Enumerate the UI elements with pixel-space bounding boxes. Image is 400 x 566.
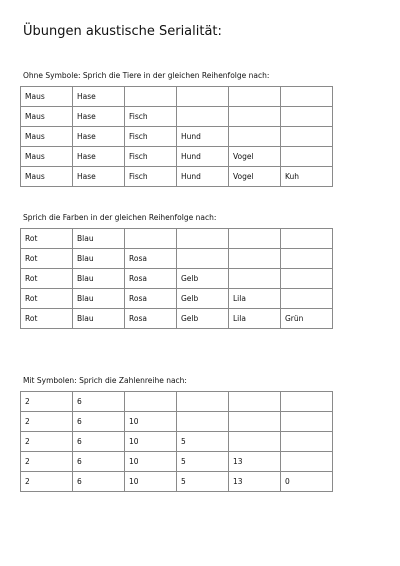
table-cell: 10 xyxy=(125,472,177,492)
table-row xyxy=(21,412,333,432)
table-cell xyxy=(125,392,177,412)
table-cell: Hund xyxy=(177,147,229,167)
table-cell xyxy=(229,229,281,249)
table-cell: Hase xyxy=(73,127,125,147)
table-cell xyxy=(177,412,229,432)
table-cell xyxy=(125,87,177,107)
table-numbers xyxy=(20,391,333,492)
table-cell: Hase xyxy=(73,107,125,127)
table-cell: Fisch xyxy=(125,127,177,147)
table-cell xyxy=(281,107,333,127)
table-cell: Rosa xyxy=(125,309,177,329)
table-cell: Fisch xyxy=(125,167,177,187)
table-cell: Rot xyxy=(21,249,73,269)
table-cell xyxy=(281,147,333,167)
table-cell: Gelb xyxy=(177,289,229,309)
table-cell xyxy=(229,127,281,147)
table-cell: Blau xyxy=(73,229,125,249)
table-row xyxy=(21,249,333,269)
table-cell: 6 xyxy=(73,412,125,432)
table-cell: 2 xyxy=(21,472,73,492)
table-cell: 2 xyxy=(21,412,73,432)
table-cell: Blau xyxy=(73,249,125,269)
table-cell: Rosa xyxy=(125,289,177,309)
table-cell xyxy=(125,229,177,249)
table-cell: Grün xyxy=(281,309,333,329)
table-cell xyxy=(229,87,281,107)
table-cell xyxy=(281,229,333,249)
table-cell: Rot xyxy=(21,229,73,249)
table-cell xyxy=(177,87,229,107)
table-cell: Maus xyxy=(21,107,73,127)
table-row xyxy=(21,392,333,412)
table-cell: 6 xyxy=(73,432,125,452)
table-cell: Gelb xyxy=(177,269,229,289)
table-cell: Hase xyxy=(73,147,125,167)
table-cell xyxy=(177,229,229,249)
table-row xyxy=(21,472,333,492)
table-cell: Blau xyxy=(73,309,125,329)
table-row xyxy=(21,309,333,329)
table-row xyxy=(21,167,333,187)
table-row xyxy=(21,229,333,249)
table-cell: Hase xyxy=(73,167,125,187)
instruction-numbers: Mit Symbolen: Sprich die Zahlenreihe nach: xyxy=(23,376,187,385)
table-cell: Maus xyxy=(21,167,73,187)
page-title: Übungen akustische Serialität: xyxy=(23,24,222,39)
table-cell xyxy=(281,432,333,452)
table-cell xyxy=(177,392,229,412)
table-cell: 10 xyxy=(125,432,177,452)
table-cell: Hase xyxy=(73,87,125,107)
instruction-animals: Ohne Symbole: Sprich die Tiere in der gleichen Reihenfolge nach: xyxy=(23,71,270,80)
table-cell: 5 xyxy=(177,452,229,472)
table-cell: Blau xyxy=(73,289,125,309)
table-cell xyxy=(281,87,333,107)
table-cell xyxy=(229,269,281,289)
table-cell: Kuh xyxy=(281,167,333,187)
table-cell: Fisch xyxy=(125,147,177,167)
table-row xyxy=(21,432,333,452)
table-row xyxy=(21,107,333,127)
table-cell xyxy=(281,127,333,147)
table-cell: 13 xyxy=(229,472,281,492)
table-cell xyxy=(281,392,333,412)
table-cell: 13 xyxy=(229,452,281,472)
table-cell: 10 xyxy=(125,452,177,472)
table-row xyxy=(21,452,333,472)
table-cell xyxy=(229,107,281,127)
instruction-colors: Sprich die Farben in der gleichen Reihenfolge nach: xyxy=(23,213,217,222)
table-cell xyxy=(177,107,229,127)
table-cell: Gelb xyxy=(177,309,229,329)
table-cell xyxy=(229,412,281,432)
table-cell: Blau xyxy=(73,269,125,289)
table-cell: 5 xyxy=(177,432,229,452)
table-cell: 6 xyxy=(73,452,125,472)
table-cell xyxy=(281,289,333,309)
table-cell: Vogel xyxy=(229,167,281,187)
table-cell: 2 xyxy=(21,432,73,452)
table-row xyxy=(21,87,333,107)
table-cell xyxy=(229,249,281,269)
table-cell: Rot xyxy=(21,309,73,329)
table-cell: 0 xyxy=(281,472,333,492)
table-cell: Lila xyxy=(229,309,281,329)
table-cell: Rosa xyxy=(125,269,177,289)
table-cell: Lila xyxy=(229,289,281,309)
table-cell xyxy=(281,249,333,269)
table-cell: 2 xyxy=(21,392,73,412)
table-cell: Rot xyxy=(21,289,73,309)
table-cell: 5 xyxy=(177,472,229,492)
table-cell: Maus xyxy=(21,87,73,107)
table-colors xyxy=(20,228,333,329)
table-cell xyxy=(177,249,229,269)
table-animals xyxy=(20,86,333,187)
table-cell xyxy=(229,392,281,412)
table-cell xyxy=(281,412,333,432)
table-cell: Rosa xyxy=(125,249,177,269)
table-cell: Vogel xyxy=(229,147,281,167)
table-cell: 2 xyxy=(21,452,73,472)
table-cell: Maus xyxy=(21,147,73,167)
table-cell xyxy=(281,269,333,289)
table-cell: 10 xyxy=(125,412,177,432)
table-row xyxy=(21,289,333,309)
table-cell: 6 xyxy=(73,472,125,492)
table-cell xyxy=(229,432,281,452)
table-cell: Hund xyxy=(177,127,229,147)
table-cell: Maus xyxy=(21,127,73,147)
table-row xyxy=(21,147,333,167)
table-cell: Hund xyxy=(177,167,229,187)
table-cell: Rot xyxy=(21,269,73,289)
table-row xyxy=(21,269,333,289)
table-cell xyxy=(281,452,333,472)
table-row xyxy=(21,127,333,147)
table-cell: Fisch xyxy=(125,107,177,127)
table-cell: 6 xyxy=(73,392,125,412)
